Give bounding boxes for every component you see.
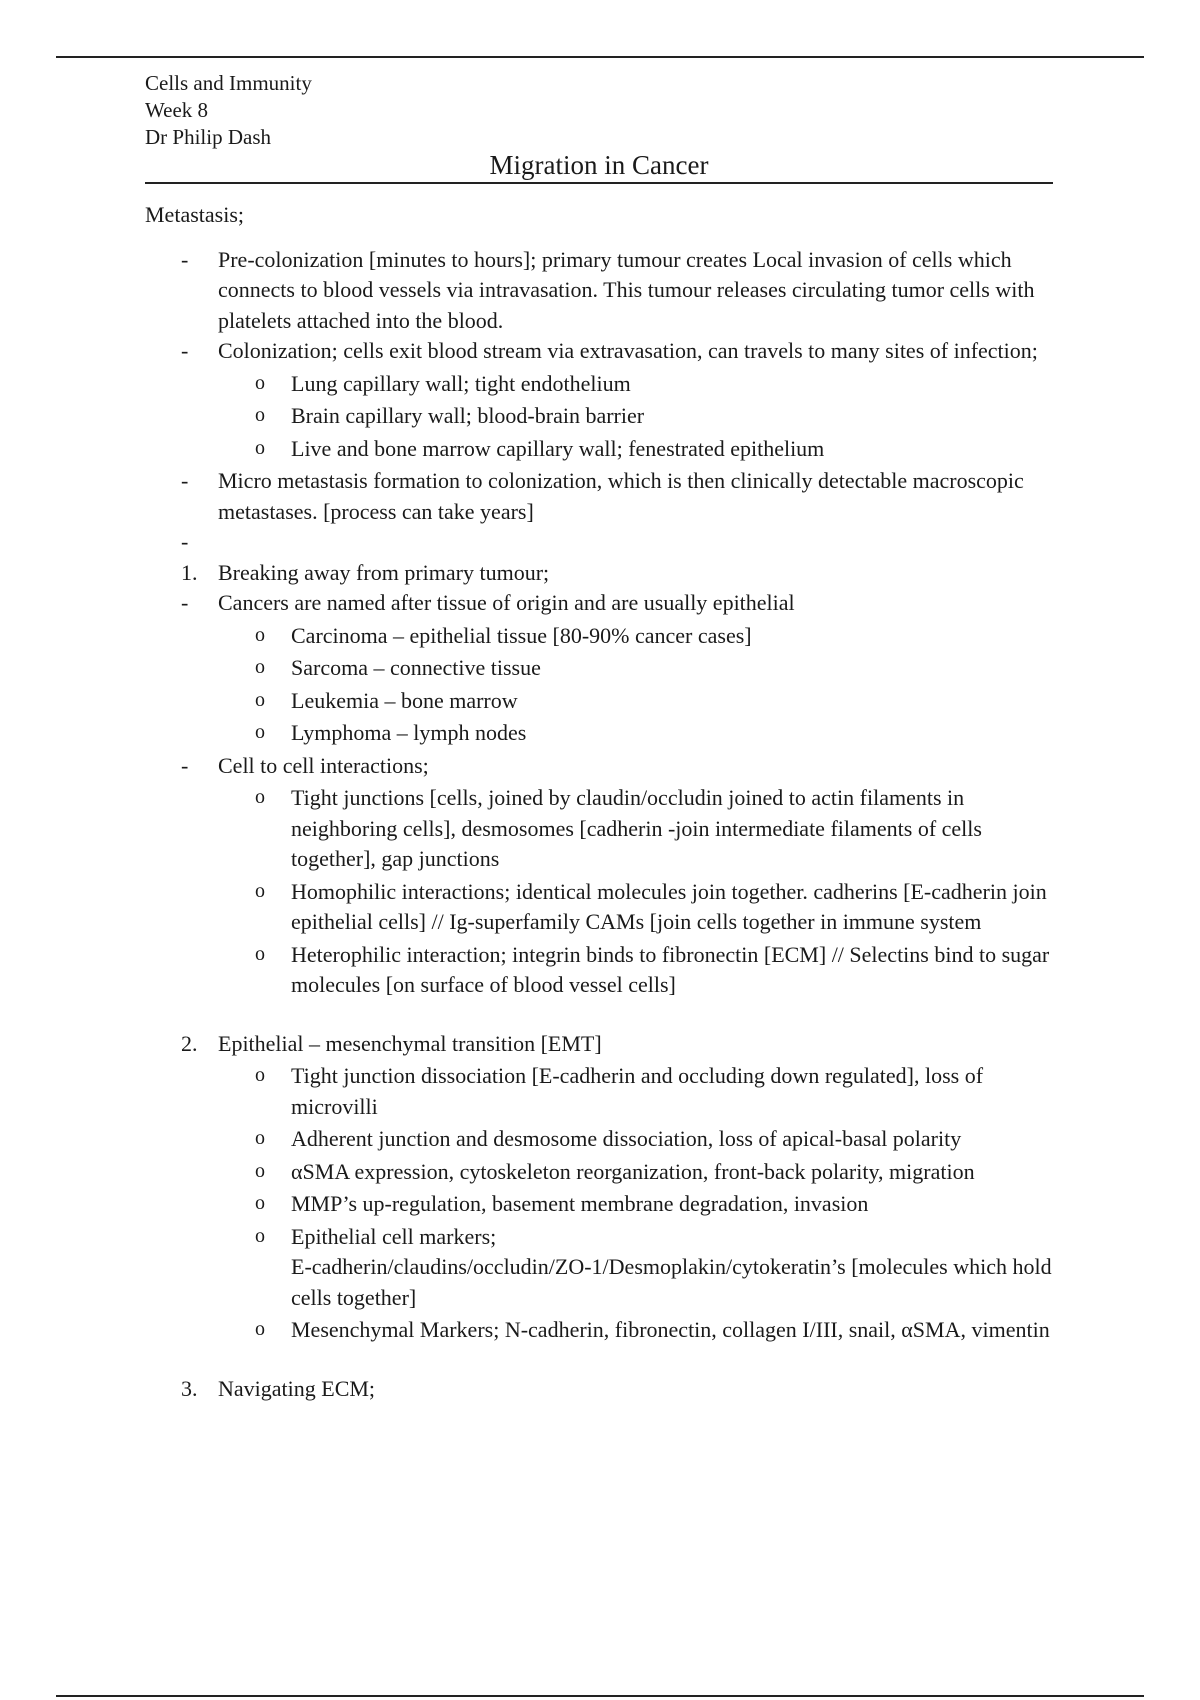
bottom-rule [56,1695,1144,1697]
circle-bullet-icon: o [255,1224,265,1247]
numbered-heading-text: Breaking away from primary tumour; [218,559,550,585]
sub-list-item-text: Sarcoma – connective tissue [291,655,541,680]
sub-list-item [145,621,1060,652]
section-label: Metastasis; [145,202,244,227]
sub-list-item-text: Mesenchymal Markers; N-cadherin, fibronectin, collagen I/III, snail, αSMA, vimentin [291,1317,1050,1342]
sub-list-item-text: αSMA expression, cytoskeleton reorganization, front-back polarity, migration [291,1158,975,1184]
sub-list-item-text: MMP’s up-regulation, basement membrane degradation, invasion [291,1191,869,1216]
sub-list-item [145,718,1060,749]
spacer [145,1003,1060,1029]
dash-marker: - [181,468,189,493]
sub-list-item [145,783,1060,875]
list-item [145,245,1060,337]
sub-list-item [145,653,1060,684]
list-item-text: Cancers are named after tissue of origin and are usually epithelial [218,590,795,615]
circle-bullet-icon: o [255,371,265,394]
circle-bullet-icon: o [255,623,265,646]
sub-list-item [145,1124,1060,1155]
numbered-heading-text: Epithelial – mesenchymal transition [EMT] [218,1030,602,1056]
dash-marker: - [181,529,189,554]
circle-bullet-icon: o [255,436,265,459]
list-item-text: Cell to cell interactions; [218,752,429,778]
numbered-heading [145,1374,1060,1405]
sub-list-item-text: Lung capillary wall; tight endothelium [291,370,631,396]
sub-list-item-text: Adherent junction and desmosome dissociation, loss of apical-basal polarity [291,1126,962,1151]
sub-list-item-text: Tight junction dissociation [E-cadherin and occluding down regulated], loss of microvilli [291,1063,984,1119]
number-marker: 3. [181,1375,198,1401]
sub-list-item-text: Heterophilic interaction; integrin binds to fibronectin [ECM] // Selectins bind to sugar molecules [on surface of blood vessel cells] [291,941,1050,997]
document-header [145,70,312,151]
circle-bullet-icon: o [255,721,265,743]
sub-list-item [145,369,1060,400]
sub-list-item-text: Live and bone marrow capillary wall; fenestrated epithelium [291,435,825,461]
list-item [145,466,1060,527]
list-item-text: Pre-colonization [minutes to hours]; primary tumour creates Local invasion of cells which connects to blood vessels via intravasation. This tumour releases circulating tumor cells with platelets attached into the blood. [218,246,1035,333]
page-title: Migration in Cancer [145,148,1053,184]
epithelial-markers-label: Epithelial cell markers; [291,1223,497,1249]
circle-bullet-icon: o [255,404,265,426]
course-name: Cells and Immunity [145,71,312,95]
spacer [145,1348,1060,1374]
top-rule [56,56,1144,58]
sub-list-item-text: Homophilic interactions; identical molecules join together. cadherins [E-cadherin join epithelial cells] // Ig-superfamily CAMs [join cells together in immune system [291,878,1047,934]
list-item-text: Colonization; cells exit blood stream via extravasation, can travels to many sites of infection; [218,338,1038,363]
sub-list-item [145,1061,1060,1122]
numbered-heading [145,558,1060,589]
circle-bullet-icon: o [255,786,265,808]
list-item [145,336,1060,367]
sub-list-item-text: Leukemia – bone marrow [291,687,518,713]
circle-bullet-icon: o [255,1159,265,1182]
dash-marker: - [181,246,189,272]
circle-bullet-icon: o [255,1318,265,1340]
sub-list-item-text: Brain capillary wall; blood-brain barrier [291,403,645,428]
circle-bullet-icon: o [255,879,265,902]
dash-marker: - [181,752,189,778]
sub-list-item-text: Lymphoma – lymph nodes [291,720,527,745]
sub-list-item [145,1222,1060,1314]
numbered-heading [145,1029,1060,1060]
circle-bullet-icon: o [255,1127,265,1149]
list-item [145,588,1060,619]
circle-bullet-icon: o [255,1192,265,1214]
empty-list-item [145,527,1060,558]
list-item [145,751,1060,782]
number-marker: 2. [181,1030,198,1056]
dash-marker: - [181,338,189,363]
lecturer-name: Dr Philip Dash [145,125,271,149]
sub-list-item [145,1189,1060,1220]
sub-list-item [145,940,1060,1001]
sub-list-item-text: Carcinoma – epithelial tissue [80-90% cancer cases] [291,622,752,648]
circle-bullet-icon: o [255,688,265,711]
sub-list-item [145,1315,1060,1346]
circle-bullet-icon: o [255,1064,265,1086]
numbered-heading-text: Navigating ECM; [218,1375,376,1401]
week-label: Week 8 [145,98,209,122]
notes-body [145,200,1060,1404]
number-marker: 1. [181,559,198,585]
sub-list-item [145,434,1060,465]
dash-marker: - [181,590,189,615]
sub-list-item-text: Tight junctions [cells, joined by claudin/occludin joined to actin filaments in neighboring cells], desmosomes [cadherin -join intermediate filaments of cells together], gap junctions [291,785,982,871]
sub-list-item [145,1157,1060,1188]
circle-bullet-icon: o [255,656,265,678]
list-item-text: Micro metastasis formation to colonization, which is then clinically detectable macroscopic metastases. [process can take years] [218,468,1024,524]
sub-list-item [145,686,1060,717]
sub-list-item [145,877,1060,938]
circle-bullet-icon: o [255,942,265,965]
epithelial-markers-text: E-cadherin/claudins/occludin/ZO-1/Desmoplakin/cytokeratin’s [molecules which hold cells together] [291,1254,1052,1310]
sub-list-item [145,401,1060,432]
